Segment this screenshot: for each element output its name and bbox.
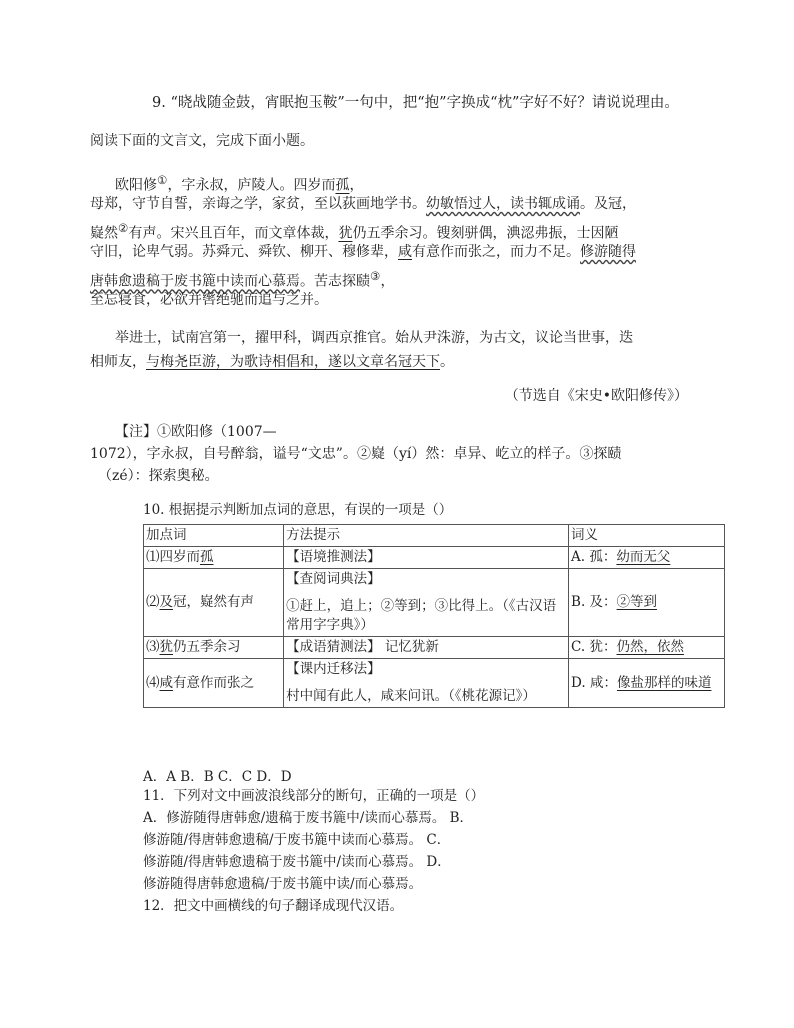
method-example: ①赶上，追上；②等到；③比得上。（《古汉语常用字字典》） xyxy=(286,598,557,633)
meaning-label: C. 犹： xyxy=(571,639,617,655)
dotted-word: 犹 xyxy=(159,639,173,655)
dotted-word-you: 犹 xyxy=(338,225,353,242)
note-number: ② xyxy=(356,446,371,462)
notes-text: 嶷（yí）然：卓异、屹立的样子。 xyxy=(370,446,580,462)
method-text: 【课内迁移法】 xyxy=(286,661,381,677)
header-meaning: 词义 xyxy=(569,525,725,547)
passage-text: 。 xyxy=(440,354,454,370)
word-text: 有意作而张之 xyxy=(173,674,254,691)
note-number: ① xyxy=(157,424,171,440)
method-example: 村中闻有此人，咸来问讯。（《桃花源记》） xyxy=(286,688,536,704)
question-11-line: 修游随/得唐韩愈遗稿/于废书簏中读而心慕焉。 C． xyxy=(143,832,451,848)
question-12: 12．把文中画横线的句子翻译成现代汉语。 xyxy=(143,898,404,914)
underlined-sentence-2: 与梅尧臣游，为歌诗相倡和，遂以文章名冠天下 xyxy=(146,354,440,370)
passage-text: 相师友， xyxy=(90,354,146,370)
table-row xyxy=(144,659,725,708)
meaning-cell xyxy=(569,569,725,637)
method-text: 【语境推测法】 xyxy=(286,549,381,565)
question-11-line: 修游随/得唐韩愈遗稿于废书簏中/读而心慕焉。 D． xyxy=(143,854,451,870)
word-meaning-table xyxy=(143,524,725,708)
method-cell xyxy=(284,637,569,659)
passage-text: 守旧，论卑气弱。苏舜元、舜钦、柳开、穆修辈， xyxy=(90,244,398,260)
meaning-cell xyxy=(569,547,725,569)
meaning-text: 幼而无父 xyxy=(616,549,671,565)
method-cell xyxy=(284,659,569,708)
meaning-cell xyxy=(569,659,725,708)
passage-text: 有意作而张之，而力不足。 xyxy=(412,244,580,260)
method-cell xyxy=(284,547,569,569)
word-text: ⑵ xyxy=(146,594,160,610)
method-text: 【查阅词典法】 xyxy=(286,571,381,587)
passage-line-6: 至忘寝食，必欲并辔绝驰而追与之并。 xyxy=(90,292,328,308)
wavy-underline-segment: 唐韩愈遗稿于废书簏中读而心慕焉 xyxy=(90,273,300,290)
underlined-sentence-1: 幼敏悟过人，读书辄成诵 xyxy=(426,196,580,212)
method-text: 【成语猜测法】 记忆犹新 xyxy=(286,639,439,655)
meaning-label: A. 孤： xyxy=(571,549,617,565)
passage-text: 有声。宋兴且百年，而文章体裁， xyxy=(128,225,339,242)
notes-line-2 xyxy=(90,444,621,464)
word-cell xyxy=(144,637,284,659)
notes-label: 【注】 xyxy=(115,424,157,440)
note-marker-3: ③ xyxy=(370,269,381,283)
word-text: 冠，嶷然有声 xyxy=(173,594,254,610)
passage-line-3 xyxy=(90,218,618,244)
notes-text: 1072），字永叔，自号醉翁，谥号“文忠”。 xyxy=(90,446,357,462)
passage-text: ， xyxy=(349,177,364,194)
meaning-text: ②等到 xyxy=(616,594,658,610)
notes-text: 探赜 xyxy=(593,446,622,462)
dotted-word: 咸 xyxy=(159,674,173,691)
passage-line-1 xyxy=(115,170,363,196)
notes-line-1 xyxy=(115,422,277,442)
passage-line-2 xyxy=(90,194,636,214)
wavy-underline-segment: 修游随得 xyxy=(580,244,636,260)
note-marker-1: ① xyxy=(157,173,168,187)
question-11-line: A．修游随得唐韩愈/遗稿于废书簏中/读而心慕焉。 B． xyxy=(143,810,474,826)
word-text: ⑴四岁而 xyxy=(146,549,200,565)
method-cell xyxy=(284,569,569,637)
question-11-line: 修游随得唐韩愈遗稿/于废书簏中读/而心慕焉。 xyxy=(143,876,423,892)
notes-line-3: （zé）：探索奥秘。 xyxy=(98,468,219,484)
dotted-word: 及 xyxy=(159,594,173,610)
passage-text: 仍五季余习。锼刻骈偶，淟涊弗振，士因陋 xyxy=(352,225,619,242)
meaning-cell xyxy=(569,637,725,659)
dotted-word: 孤 xyxy=(200,549,214,565)
passage-text: 。苦志探赜 xyxy=(300,273,370,290)
passage-text: 。及冠， xyxy=(580,196,636,212)
word-text: 仍五季余习 xyxy=(173,639,241,655)
meaning-label: B. 及： xyxy=(571,594,617,610)
dotted-word-gu: 孤 xyxy=(335,177,350,194)
dotted-word-xian: 咸 xyxy=(398,244,412,260)
passage-line-5 xyxy=(90,266,394,292)
word-cell xyxy=(144,569,284,637)
word-cell xyxy=(144,547,284,569)
question-10-options: A．A B．B C．C D．D xyxy=(143,769,292,785)
word-cell xyxy=(144,659,284,708)
notes-text: 欧阳修（1007— xyxy=(171,424,277,440)
word-text: ⑶ xyxy=(146,639,160,655)
note-marker-2: ② xyxy=(118,221,129,235)
passage-line-7: 举进士，试南宫第一，擢甲科，调西京推官。始从尹洙游，为古文，议论当世事，迭 xyxy=(115,330,633,346)
table-row xyxy=(144,637,725,659)
table-header-row xyxy=(144,525,725,547)
header-method: 方法提示 xyxy=(284,525,569,547)
passage-source: （节选自《宋史•欧阳修传》） xyxy=(504,388,688,404)
question-9: 9. “晓战随金鼓，宵眠抱玉鞍”一句中，把“抱”字换成“枕”字好不好？请说说理由。 xyxy=(152,95,679,111)
header-word: 加点词 xyxy=(144,525,284,547)
note-number: ③ xyxy=(579,446,594,462)
passage-text: 欧阳修 xyxy=(115,177,157,194)
passage-line-4 xyxy=(90,242,636,262)
word-text: ⑷ xyxy=(146,674,160,691)
table-row xyxy=(144,547,725,569)
passage-line-8 xyxy=(90,352,454,372)
passage-text: ，字永叔，庐陵人。四岁而 xyxy=(167,177,336,194)
reading-instruction: 阅读下面的文言文，完成下面小题。 xyxy=(90,133,314,149)
table-row xyxy=(144,569,725,637)
meaning-label: D. 咸： xyxy=(571,674,617,691)
meaning-text: 像盐那样的味道 xyxy=(616,674,712,691)
meaning-text: 仍然，依然 xyxy=(616,639,684,655)
question-11-title: 11．下列对文中画波浪线部分的断句，正确的一项是（） xyxy=(143,788,485,804)
passage-text: ， xyxy=(380,273,395,290)
question-10-title: 10. 根据提示判断加点词的意思，有误的一项是（） xyxy=(143,502,453,518)
passage-text: 母郑，守节自誓，亲诲之学，家贫，至以荻画地学书。 xyxy=(90,196,426,212)
passage-text: 嶷然 xyxy=(90,225,118,242)
